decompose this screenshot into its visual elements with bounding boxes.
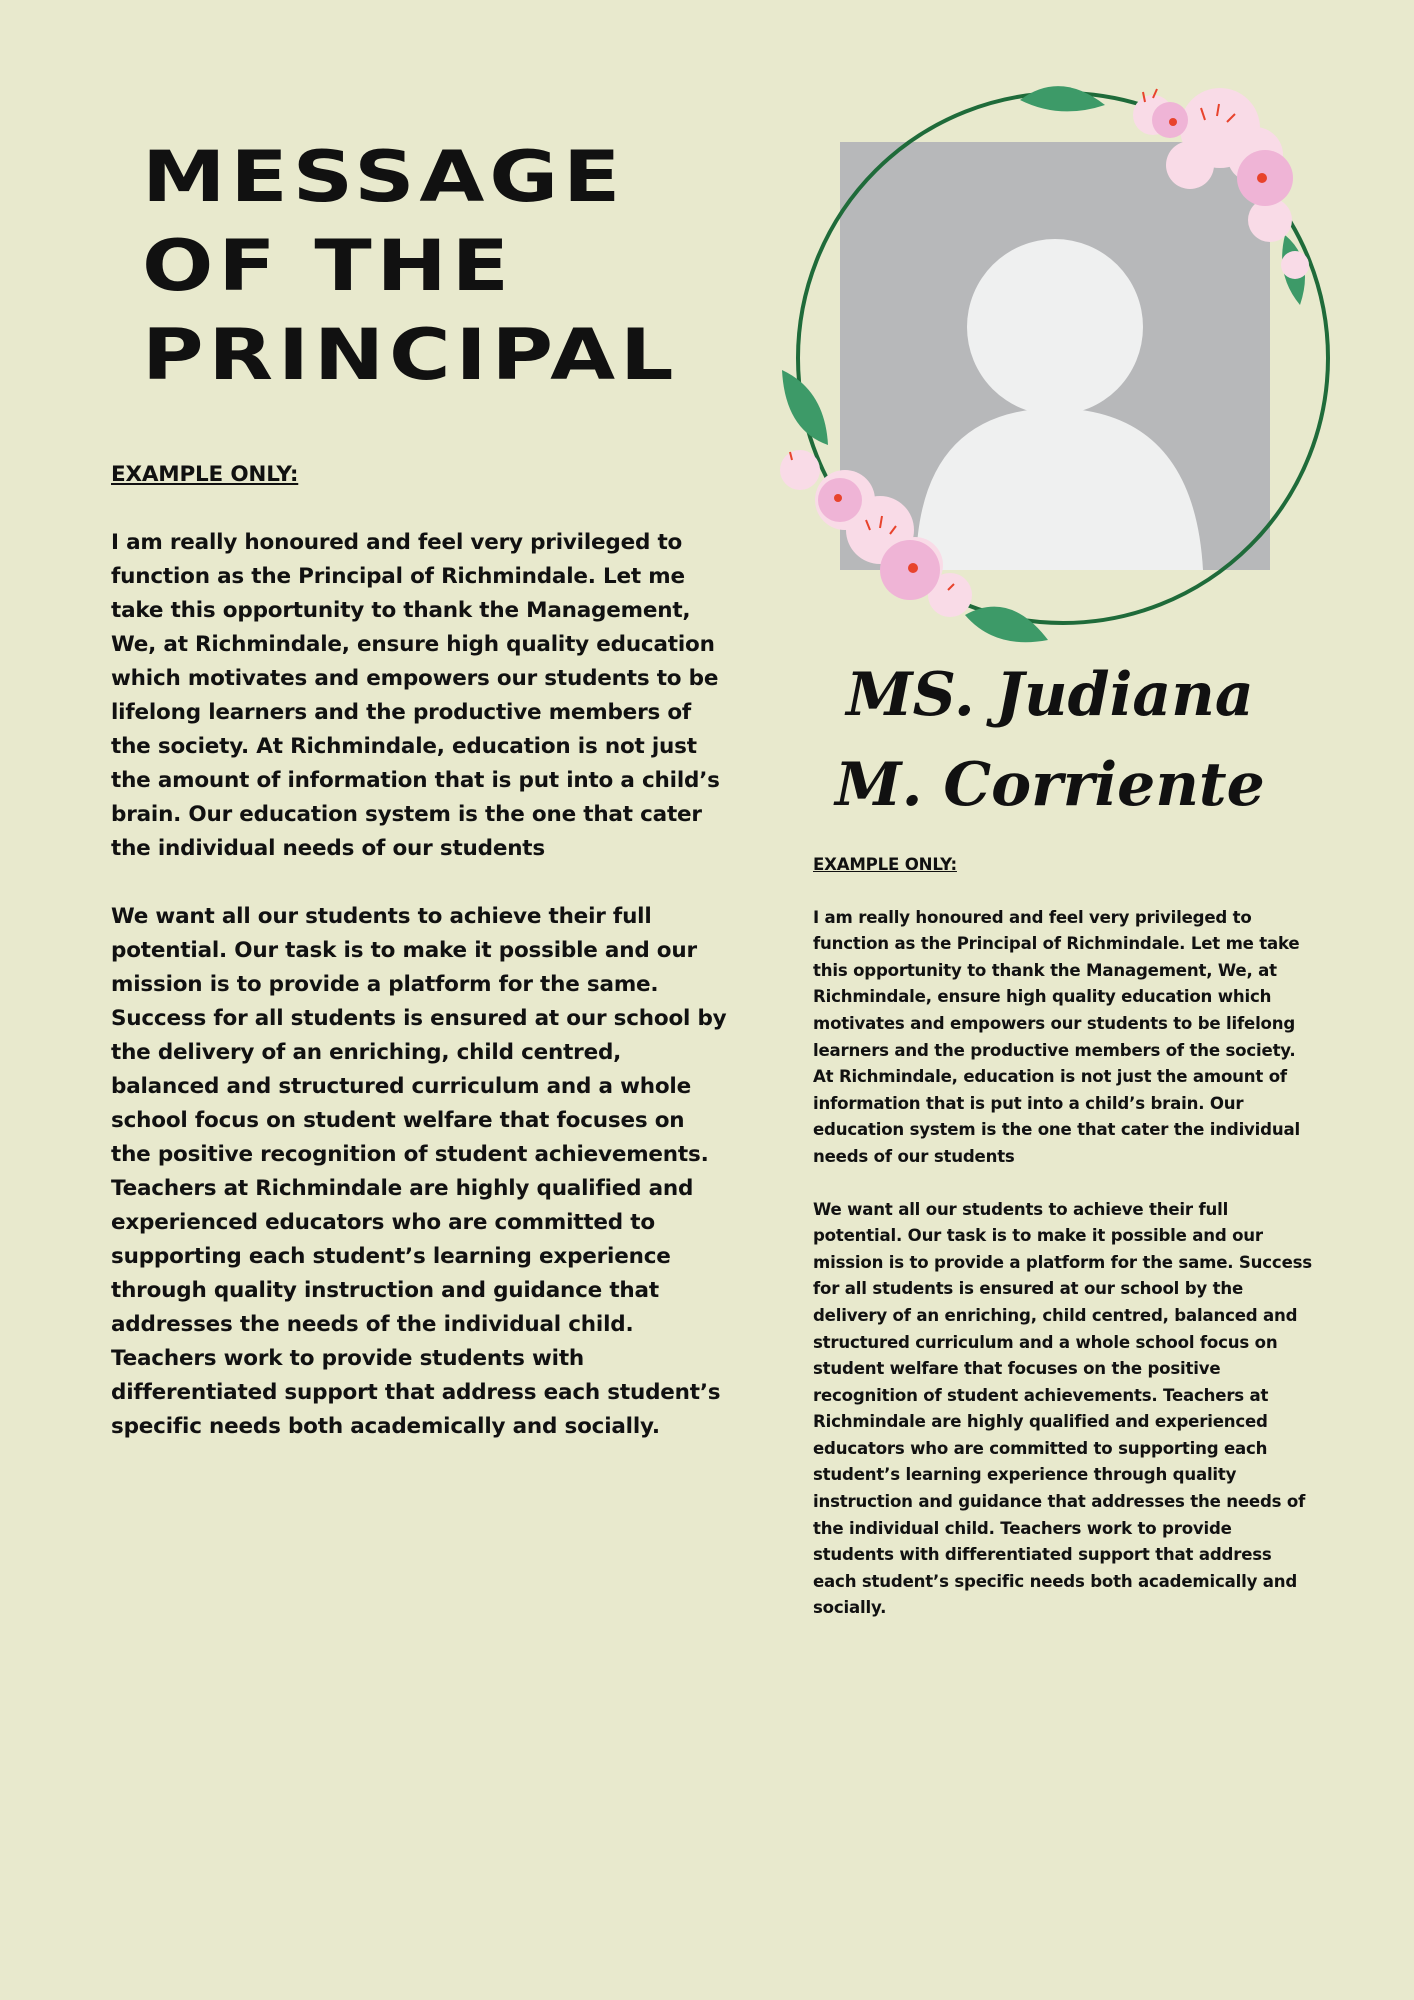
message-paragraph: I am really honoured and feel very privileged to function as the Principal of Richmindale. Let me take this opportunity to thank the Management, We, at Richmindale, ensure high quality education which motivates and empowers our students to be lifelong learners and the productive members of the society. At Richmindale, education is not just the amount of information that is put into a child’s brain. Our education system is the one that cater the individual needs of our students <box>813 907 1300 1166</box>
example-label: EXAMPLE ONLY: <box>111 462 299 487</box>
message-paragraph: I am really honoured and feel very privileged to function as the Principal of Richmindale. Let me take this opportunity to thank the Management, We, at Richmindale, ensure high quality education which motivates and empowers our students to be lifelong learners and the productive members of the society. At Richmindale, education is not just the amount of information that is put into a child’s brain. Our education system is the one that cater the individual needs of our students <box>111 530 720 861</box>
principal-name-line: M. Corriente <box>835 750 1265 820</box>
page-title-line: MESSAGE <box>142 136 626 218</box>
page-title <box>142 133 862 400</box>
message-column-left <box>111 458 731 1444</box>
example-label: EXAMPLE ONLY: <box>813 855 957 874</box>
principal-name-line: MS. Judiana <box>846 660 1254 730</box>
message-column-right <box>813 852 1313 1622</box>
portrait-frame <box>770 60 1350 660</box>
page-title-line: PRINCIPAL <box>142 314 679 396</box>
message-paragraph: We want all our students to achieve their full potential. Our task is to make it possible and our mission is to provide a platform for the same. Success for all students is ensured at our school by the delivery of an enriching, child centred, balanced and structured curriculum and a whole school focus on student welfare that focuses on the positive recognition of student achievements. Teachers at Richmindale are highly qualified and experienced educators who are committed to supporting each student’s learning experience through quality instruction and guidance that addresses the needs of the individual child. Teachers work to provide students with differentiated support that address each student’s specific needs both academically and socially. <box>111 904 727 1439</box>
page-title-line: OF THE <box>142 225 514 307</box>
principal-name <box>800 650 1300 830</box>
message-paragraph: We want all our students to achieve their full potential. Our task is to make it possible and our mission is to provide a platform for the same. Success for all students is ensured at our school by the delivery of an enriching, child centred, balanced and structured curriculum and a whole school focus on student welfare that focuses on the positive recognition of student achievements. Teachers at Richmindale are highly qualified and experienced educators who are committed to supporting each student’s learning experience through quality instruction and guidance that addresses the needs of the individual child. Teachers work to provide students with differentiated support that address each student’s specific needs both academically and socially. <box>813 1199 1312 1618</box>
principal-portrait <box>770 60 1350 660</box>
